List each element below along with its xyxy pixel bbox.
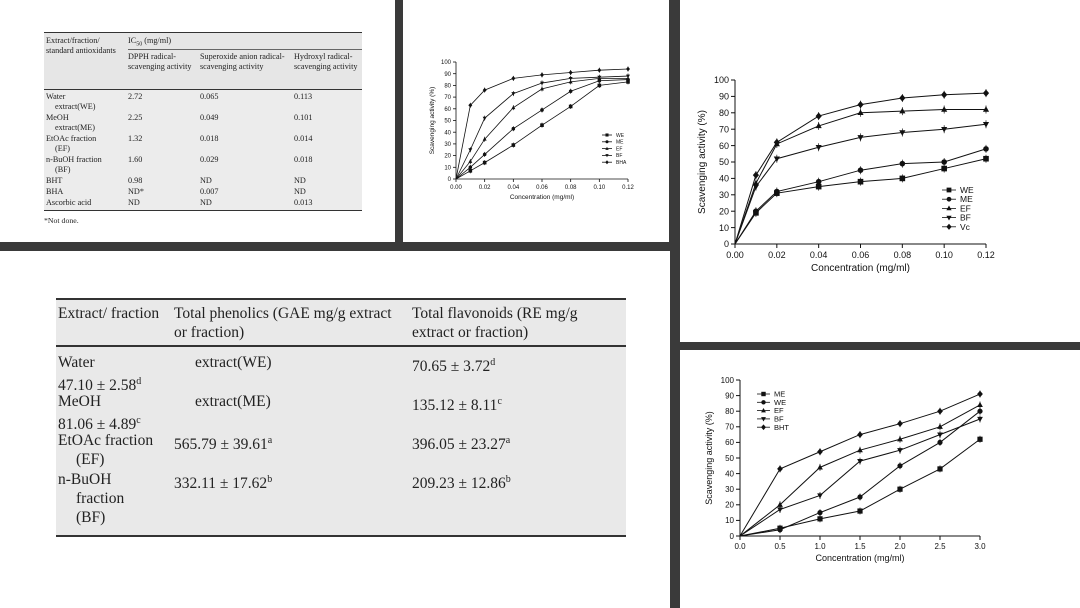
data-point (753, 208, 759, 214)
x-tick-label: 0.10 (593, 185, 606, 191)
chart-legend (602, 133, 627, 166)
x-axis-label: Concentration (mg/ml) (811, 263, 910, 274)
row-name-cont: (EF) (76, 451, 105, 468)
y-tick-label: 100 (440, 60, 451, 67)
y-axis-label: Scavenging activity (%) (429, 86, 436, 155)
x-tick-label: 2.0 (894, 542, 906, 551)
row-name: EtOAc fraction (46, 134, 97, 143)
y-tick-label: 30 (725, 485, 734, 494)
y-tick-label: 70 (718, 124, 729, 135)
header-phenolics: Total phenolics (GAE mg/g extract or fraction) (174, 305, 392, 341)
row-name: Water (46, 92, 66, 101)
x-tick-label: 1.5 (854, 542, 866, 551)
series-me (735, 145, 989, 244)
data-point (774, 189, 780, 195)
y-tick-label: 60 (725, 438, 734, 448)
y-tick-label: 90 (725, 391, 734, 401)
cell-hydroxyl: 0.013 (294, 198, 313, 207)
legend-label: EF (774, 406, 784, 416)
cell-phenolics: 81.06 ± 4.89$^c$ (58, 415, 141, 434)
cell-superoxide: ND (200, 198, 212, 207)
x-tick-label: 0.12 (622, 185, 634, 191)
y-tick-label: 100 (720, 375, 734, 385)
data-point (937, 424, 943, 429)
legend-label: EF (960, 203, 971, 214)
y-tick-label: 0 (723, 239, 729, 250)
data-point (977, 437, 982, 442)
chart-panel-2 (680, 0, 1080, 342)
y-tick-label: 0 (729, 531, 734, 541)
cell-dpph: 2.72 (128, 92, 143, 101)
x-tick-label: 0.00 (450, 185, 462, 191)
data-point (540, 108, 544, 112)
y-tick-label: 80 (718, 107, 729, 118)
data-point (817, 510, 822, 515)
y-axis-label: Scavenging activity (%) (704, 411, 714, 505)
cell-dpph: 1.32 (128, 134, 143, 143)
y-tick-label: 70 (444, 95, 451, 102)
legend-marker (946, 224, 951, 230)
chart-panel-3 (680, 350, 1080, 608)
legend-marker (946, 216, 951, 221)
row-name-cont: extract(ME) (195, 393, 271, 410)
header-superoxide: Superoxide anion radical-scavenging activity (200, 52, 285, 71)
scavenging-chart-1 (403, 0, 669, 242)
y-tick-label: 70 (725, 422, 734, 432)
row-name-cont: extract(WE) (55, 101, 96, 111)
cell-hydroxyl: ND (294, 176, 306, 185)
legend-marker (761, 392, 765, 396)
table-top-rule (44, 32, 362, 33)
cell-hydroxyl: ND (294, 187, 306, 196)
y-tick-label: 10 (444, 165, 451, 172)
data-point (512, 127, 516, 131)
legend-label: BF (616, 153, 623, 160)
cell-dpph: ND* (128, 187, 144, 196)
data-point (977, 402, 983, 407)
series-ef (735, 106, 989, 244)
data-point (941, 159, 947, 165)
data-point (777, 466, 783, 473)
data-point (816, 179, 822, 185)
x-tick-label: 0.12 (977, 250, 995, 260)
table-footnote: *Not done. (44, 216, 79, 225)
cell-flavonoids: 70.65 ± 3.72$^d$ (412, 357, 496, 376)
y-tick-label: 40 (444, 130, 451, 137)
cell-superoxide: 0.065 (200, 92, 219, 101)
table-bottom-rule (44, 210, 362, 211)
row-name-cont: (EF) (55, 143, 71, 153)
series-line (456, 82, 628, 179)
data-point (483, 161, 487, 165)
table-bottom-rule (56, 535, 626, 537)
header-dpph: DPPH radical-scavenging activity (128, 52, 192, 71)
cell-flavonoids: 396.05 ± 23.27$^a$ (412, 435, 511, 454)
ic50-table-panel (0, 0, 395, 242)
data-point (511, 76, 515, 81)
cell-hydroxyl: 0.014 (294, 134, 313, 143)
cell-dpph: ND (128, 198, 140, 207)
legend-marker (761, 417, 766, 421)
data-point (983, 106, 989, 112)
row-name: n-BuOH fraction (46, 155, 102, 164)
scavenging-chart-2 (680, 0, 1080, 342)
cell-hydroxyl: 0.101 (294, 113, 313, 122)
y-tick-label: 30 (718, 189, 729, 200)
x-tick-label: 0.0 (734, 542, 746, 551)
cell-flavonoids: 209.23 ± 12.86$^b$ (412, 474, 511, 493)
y-tick-label: 60 (444, 106, 451, 113)
x-tick-label: 0.06 (536, 185, 548, 191)
legend-label: BF (960, 212, 971, 223)
data-point (897, 420, 903, 427)
legend-marker (947, 188, 952, 193)
data-point (983, 156, 989, 162)
row-name: MeOH (46, 113, 69, 122)
data-point (857, 494, 862, 499)
cell-superoxide: 0.018 (200, 134, 219, 143)
data-point (483, 117, 487, 121)
legend-label: ME (774, 389, 786, 399)
legend-marker (761, 408, 766, 412)
row-name-cont: fraction (BF) (76, 490, 125, 526)
y-axis-label: Scavenging activity (%) (697, 110, 708, 214)
row-name-cont: (BF) (55, 164, 71, 174)
x-tick-label: 0.10 (935, 250, 953, 260)
series-ef (456, 76, 630, 179)
x-tick-label: 0.04 (809, 250, 828, 260)
data-point (858, 179, 864, 185)
row-name: MeOH (58, 393, 102, 410)
data-point (777, 527, 782, 532)
data-point (569, 89, 573, 93)
data-point (983, 146, 989, 152)
x-tick-label: 1.0 (814, 542, 826, 551)
legend-label: BF (774, 414, 784, 424)
cell-phenolics: 47.10 ± 2.58$^d$ (58, 376, 142, 395)
header-flavonoids: Total flavonoids (RE mg/g extract or fraction) (412, 305, 578, 341)
chart-legend (942, 185, 974, 232)
legend-label: ME (960, 194, 973, 205)
table-header-rule (56, 345, 626, 347)
cell-flavonoids: 135.12 ± 8.11$^c$ (412, 396, 502, 415)
data-point (900, 176, 906, 182)
data-point (857, 508, 862, 513)
legend-marker (605, 133, 608, 136)
legend-label: ME (616, 139, 624, 146)
y-tick-label: 90 (444, 71, 451, 78)
x-tick-label: 0.00 (726, 250, 744, 260)
data-point (469, 166, 473, 170)
data-point (857, 101, 863, 108)
row-name: n-BuOH (58, 471, 112, 488)
series-we (456, 79, 630, 179)
legend-marker (946, 206, 951, 211)
legend-label: BHA (616, 159, 627, 166)
data-point (897, 487, 902, 492)
y-tick-label: 80 (444, 83, 451, 90)
cell-hydroxyl: 0.113 (294, 92, 313, 101)
legend-marker (761, 400, 765, 404)
legend-label: BHT (774, 422, 789, 432)
x-axis-label: Concentration (mg/ml) (815, 553, 905, 563)
cell-dpph: 0.98 (128, 176, 143, 185)
x-tick-label: 0.06 (851, 250, 870, 260)
data-point (598, 84, 602, 88)
header-extract: Extract/fraction/ standard antioxidants (46, 36, 116, 55)
legend-label: WE (616, 132, 625, 139)
y-tick-label: 100 (713, 75, 729, 86)
data-point (511, 105, 515, 109)
data-point (897, 463, 902, 468)
chart-axes (714, 75, 995, 260)
header-extract: Extract/ fraction (58, 305, 160, 322)
table-header-rule (44, 89, 362, 90)
data-point (483, 153, 487, 157)
data-point (977, 391, 983, 398)
cell-superoxide: 0.029 (200, 155, 219, 164)
row-name-cont: extract(WE) (195, 354, 272, 371)
x-tick-label: 3.0 (974, 542, 986, 551)
data-point (540, 73, 544, 78)
row-name: BHA (46, 187, 64, 196)
data-point (626, 67, 630, 72)
series-line (740, 439, 980, 536)
x-tick-label: 0.08 (564, 185, 577, 191)
y-tick-label: 40 (718, 173, 729, 184)
x-tick-label: 0.5 (774, 542, 786, 551)
data-point (512, 143, 516, 147)
phenolics-table-panel (0, 251, 670, 608)
legend-marker (761, 424, 766, 430)
cell-phenolics: 332.11 ± 17.62$^b$ (174, 474, 273, 493)
cell-dpph: 1.60 (128, 155, 143, 164)
row-name-cont: extract(ME) (55, 122, 96, 132)
data-point (941, 106, 947, 112)
y-tick-label: 40 (725, 469, 734, 479)
header-ic50: $IC_{50}$ (mg/ml) (128, 36, 172, 48)
data-point (937, 440, 942, 445)
cell-dpph: 2.25 (128, 113, 143, 122)
chart-panel-1 (403, 0, 669, 242)
chart-legend (757, 390, 789, 432)
data-point (817, 516, 822, 521)
scavenging-chart-3 (680, 350, 1080, 608)
x-tick-label: 0.04 (507, 185, 520, 191)
cell-phenolics: 565.79 ± 39.61$^a$ (174, 435, 273, 454)
data-point (777, 507, 783, 512)
cell-superoxide: ND (200, 176, 212, 185)
x-tick-label: 0.02 (768, 250, 786, 260)
legend-marker (605, 160, 608, 164)
row-name: Water (58, 354, 95, 371)
data-point (899, 94, 905, 101)
y-tick-label: 10 (725, 516, 734, 526)
table-top-rule (56, 298, 626, 300)
y-tick-label: 50 (444, 118, 451, 125)
y-tick-label: 20 (718, 206, 729, 217)
data-point (937, 466, 942, 471)
row-name: BHT (46, 176, 63, 185)
series-line (735, 110, 986, 244)
y-tick-label: 50 (725, 453, 734, 463)
legend-label: WE (960, 184, 974, 195)
y-tick-label: 30 (444, 142, 451, 148)
data-point (569, 105, 573, 109)
legend-label: Vc (960, 221, 970, 232)
data-point (941, 91, 947, 98)
x-tick-label: 2.5 (934, 542, 946, 551)
data-point (983, 89, 989, 96)
cell-superoxide: 0.049 (200, 113, 219, 122)
data-point (816, 112, 822, 119)
data-point (941, 166, 947, 172)
data-point (977, 409, 982, 414)
data-point (900, 161, 906, 167)
row-name: EtOAc fraction (58, 432, 154, 449)
y-tick-label: 10 (718, 222, 729, 233)
y-tick-label: 80 (725, 407, 734, 416)
legend-label: WE (774, 397, 787, 407)
y-tick-label: 60 (718, 140, 729, 151)
x-tick-label: 0.08 (893, 250, 912, 260)
y-tick-label: 0 (447, 177, 451, 184)
data-point (468, 148, 472, 152)
data-point (597, 68, 601, 73)
x-axis-label: Concentration (mg/ml) (509, 194, 575, 201)
y-tick-label: 20 (444, 153, 451, 160)
data-point (937, 408, 943, 415)
data-point (817, 448, 823, 455)
y-tick-label: 50 (718, 157, 729, 168)
cell-superoxide: 0.007 (200, 187, 219, 196)
row-name: Ascorbic acid (46, 198, 92, 207)
data-point (857, 431, 863, 438)
data-point (858, 167, 864, 173)
cell-hydroxyl: 0.018 (294, 155, 313, 164)
header-hydroxyl: Hydroxyl radical-scavenging activity (294, 52, 358, 71)
data-point (540, 123, 544, 127)
x-tick-label: 0.02 (478, 185, 491, 191)
legend-marker (947, 197, 952, 202)
y-tick-label: 90 (718, 91, 729, 102)
legend-marker (605, 140, 608, 143)
y-tick-label: 20 (725, 500, 734, 510)
legend-label: EF (616, 146, 623, 153)
data-point (569, 70, 573, 75)
